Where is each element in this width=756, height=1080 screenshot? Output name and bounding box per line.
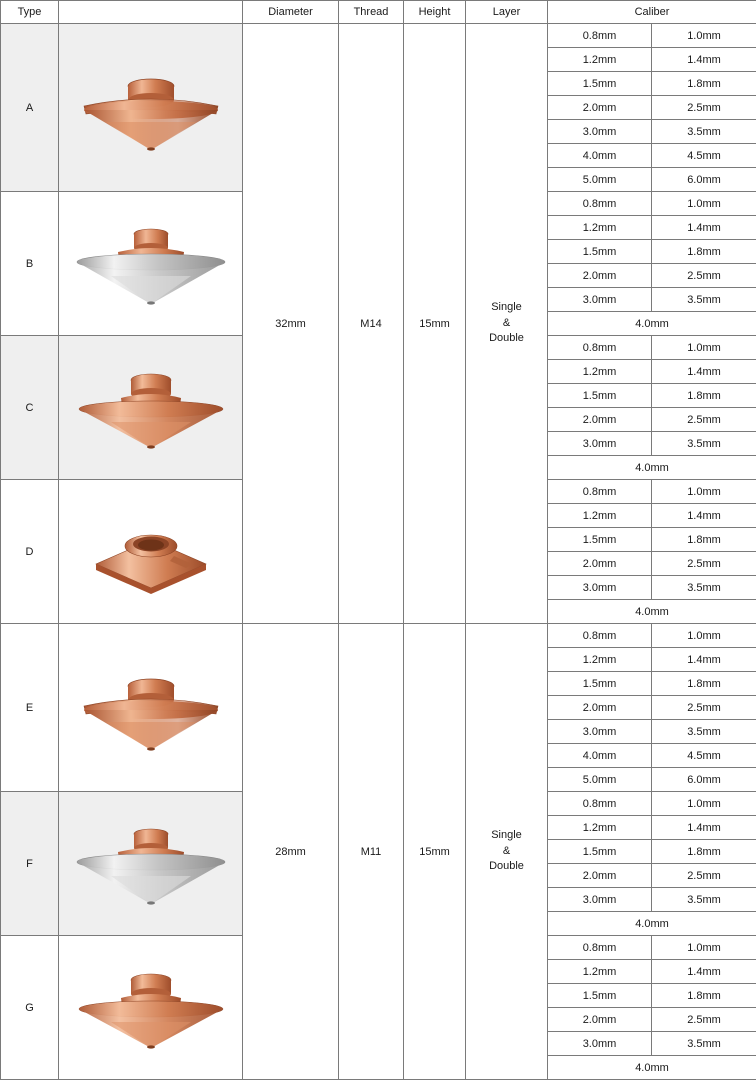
caliber-right: 3.5mm [652, 720, 756, 744]
caliber-right: 1.4mm [652, 48, 756, 72]
table-row [1, 624, 756, 648]
caliber-right: 1.4mm [652, 648, 756, 672]
copper-flat-flange-nozzle-icon [59, 936, 242, 1079]
caliber-left: 1.2mm [548, 816, 652, 840]
caliber-left: 3.0mm [548, 576, 652, 600]
copper-flat-flange-nozzle-icon [59, 336, 242, 479]
copper-conical-nozzle-icon [59, 624, 242, 791]
header-diameter: Diameter [243, 1, 339, 24]
caliber-merged: 4.0mm [548, 1056, 756, 1080]
caliber-right: 3.5mm [652, 1032, 756, 1056]
caliber-right: 2.5mm [652, 696, 756, 720]
caliber-right: 3.5mm [652, 120, 756, 144]
caliber-left: 0.8mm [548, 936, 652, 960]
table-header-row [1, 1, 756, 24]
caliber-merged: 4.0mm [548, 456, 756, 480]
layer-value: Single & Double [466, 24, 548, 624]
type-label-B: B [1, 192, 59, 336]
caliber-left: 3.0mm [548, 432, 652, 456]
caliber-right: 1.8mm [652, 72, 756, 96]
thread-value: M14 [339, 24, 404, 624]
type-label-F: F [1, 792, 59, 936]
caliber-right: 1.8mm [652, 672, 756, 696]
caliber-left: 1.5mm [548, 840, 652, 864]
caliber-left: 2.0mm [548, 1008, 652, 1032]
caliber-left: 1.5mm [548, 72, 652, 96]
chrome-plated-nozzle-icon [59, 792, 242, 935]
caliber-left: 5.0mm [548, 768, 652, 792]
layer-value: Single & Double [466, 624, 548, 1080]
caliber-right: 2.5mm [652, 552, 756, 576]
caliber-left: 5.0mm [548, 168, 652, 192]
caliber-left: 3.0mm [548, 120, 652, 144]
caliber-left: 1.5mm [548, 984, 652, 1008]
caliber-right: 1.4mm [652, 504, 756, 528]
header-type: Type [1, 1, 59, 24]
caliber-left: 2.0mm [548, 96, 652, 120]
caliber-left: 4.0mm [548, 744, 652, 768]
caliber-right: 1.0mm [652, 480, 756, 504]
nozzle-image-D [59, 480, 243, 624]
caliber-left: 0.8mm [548, 192, 652, 216]
caliber-left: 0.8mm [548, 24, 652, 48]
caliber-right: 1.8mm [652, 384, 756, 408]
nozzle-image-E [59, 624, 243, 792]
caliber-right: 3.5mm [652, 432, 756, 456]
caliber-right: 1.0mm [652, 792, 756, 816]
caliber-left: 3.0mm [548, 888, 652, 912]
caliber-left: 4.0mm [548, 144, 652, 168]
nozzle-image-F [59, 792, 243, 936]
table-row [1, 24, 756, 48]
caliber-right: 6.0mm [652, 768, 756, 792]
caliber-left: 0.8mm [548, 480, 652, 504]
caliber-right: 3.5mm [652, 576, 756, 600]
copper-conical-nozzle-icon [59, 24, 242, 191]
nozzle-image-C [59, 336, 243, 480]
table-body [1, 24, 756, 1080]
header-image [59, 1, 243, 24]
chrome-plated-nozzle-icon [59, 192, 242, 335]
caliber-right: 6.0mm [652, 168, 756, 192]
caliber-merged: 4.0mm [548, 912, 756, 936]
caliber-right: 2.5mm [652, 96, 756, 120]
caliber-right: 4.5mm [652, 744, 756, 768]
caliber-left: 0.8mm [548, 624, 652, 648]
caliber-left: 1.2mm [548, 960, 652, 984]
caliber-right: 1.0mm [652, 336, 756, 360]
caliber-right: 1.8mm [652, 528, 756, 552]
header-layer: Layer [466, 1, 548, 24]
nozzle-image-B [59, 192, 243, 336]
caliber-merged: 4.0mm [548, 312, 756, 336]
caliber-right: 1.8mm [652, 840, 756, 864]
caliber-right: 1.4mm [652, 216, 756, 240]
caliber-left: 3.0mm [548, 720, 652, 744]
caliber-right: 2.5mm [652, 1008, 756, 1032]
nozzle-image-A [59, 24, 243, 192]
header-caliber: Caliber [548, 1, 756, 24]
caliber-right: 3.5mm [652, 288, 756, 312]
caliber-right: 1.4mm [652, 960, 756, 984]
caliber-left: 0.8mm [548, 792, 652, 816]
caliber-right: 3.5mm [652, 888, 756, 912]
caliber-left: 1.5mm [548, 240, 652, 264]
caliber-left: 2.0mm [548, 408, 652, 432]
caliber-left: 1.2mm [548, 216, 652, 240]
diameter-value: 32mm [243, 24, 339, 624]
caliber-left: 1.5mm [548, 672, 652, 696]
caliber-left: 0.8mm [548, 336, 652, 360]
caliber-right: 1.4mm [652, 360, 756, 384]
type-label-A: A [1, 24, 59, 192]
caliber-right: 1.8mm [652, 240, 756, 264]
caliber-right: 2.5mm [652, 864, 756, 888]
height-value: 15mm [404, 24, 466, 624]
thread-value: M11 [339, 624, 404, 1080]
diameter-value: 28mm [243, 624, 339, 1080]
caliber-left: 1.2mm [548, 360, 652, 384]
caliber-right: 2.5mm [652, 408, 756, 432]
caliber-merged: 4.0mm [548, 600, 756, 624]
nozzle-image-G [59, 936, 243, 1080]
type-label-G: G [1, 936, 59, 1080]
caliber-right: 1.0mm [652, 936, 756, 960]
copper-hex-nozzle-icon [59, 480, 242, 623]
caliber-left: 2.0mm [548, 864, 652, 888]
caliber-left: 3.0mm [548, 1032, 652, 1056]
caliber-left: 1.2mm [548, 48, 652, 72]
caliber-left: 1.2mm [548, 504, 652, 528]
caliber-right: 2.5mm [652, 264, 756, 288]
type-label-D: D [1, 480, 59, 624]
caliber-left: 1.5mm [548, 384, 652, 408]
caliber-left: 3.0mm [548, 288, 652, 312]
caliber-right: 1.8mm [652, 984, 756, 1008]
caliber-right: 1.4mm [652, 816, 756, 840]
header-thread: Thread [339, 1, 404, 24]
height-value: 15mm [404, 624, 466, 1080]
caliber-right: 1.0mm [652, 192, 756, 216]
caliber-right: 4.5mm [652, 144, 756, 168]
caliber-left: 2.0mm [548, 552, 652, 576]
caliber-left: 1.2mm [548, 648, 652, 672]
caliber-left: 1.5mm [548, 528, 652, 552]
caliber-left: 2.0mm [548, 264, 652, 288]
caliber-left: 2.0mm [548, 696, 652, 720]
caliber-right: 1.0mm [652, 624, 756, 648]
caliber-right: 1.0mm [652, 24, 756, 48]
header-height: Height [404, 1, 466, 24]
type-label-C: C [1, 336, 59, 480]
type-label-E: E [1, 624, 59, 792]
